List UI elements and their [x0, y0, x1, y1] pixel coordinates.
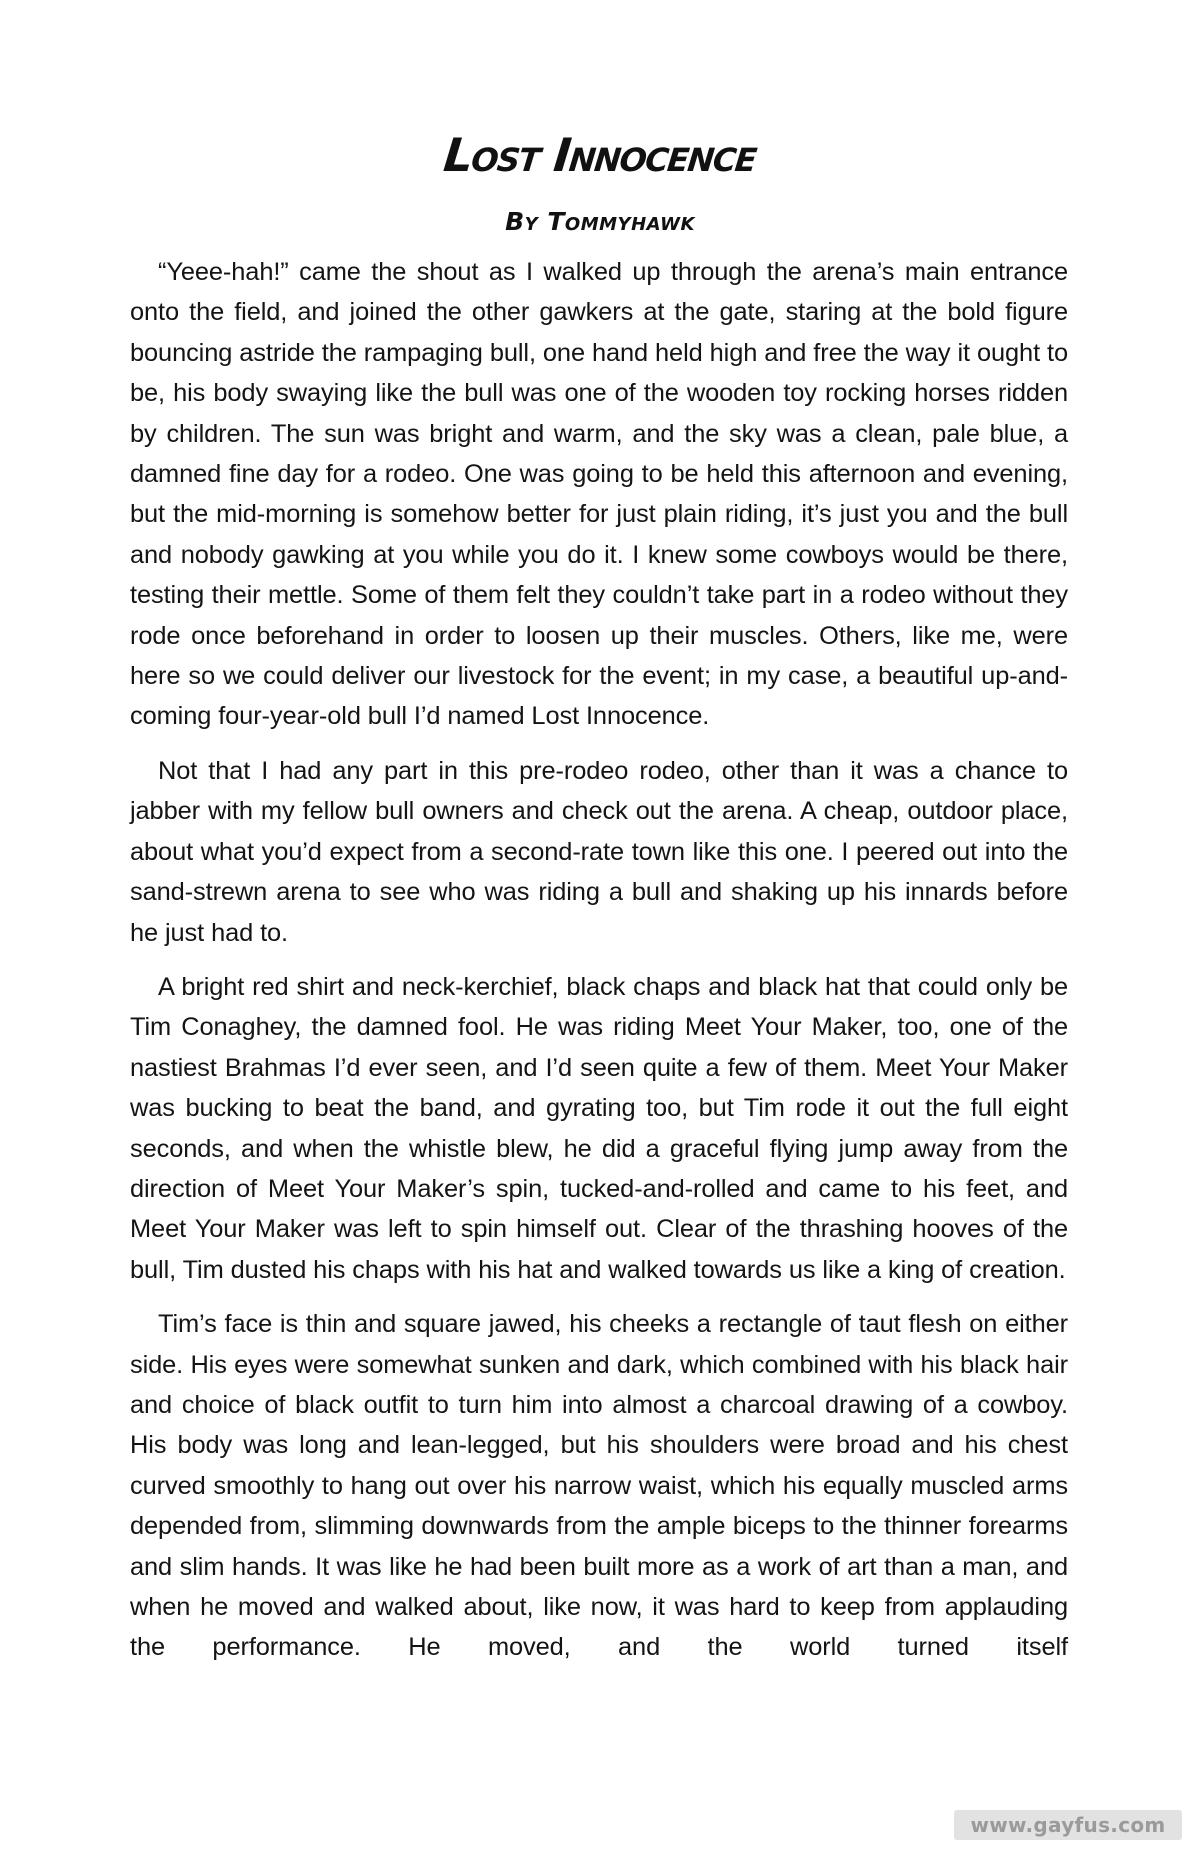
story-body — [130, 252, 1068, 1682]
paragraph-2: Not that I had any part in this pre-rodeo rodeo, other than it was a chance to jabber with my fellow bull owners and check out the arena. A cheap, outdoor place, about what you’d expect from a second-rate town like this one. I peered out into the sand-strewn arena to see who was riding a bull and shaking up his innards before he just had to. — [130, 756, 1068, 947]
site-watermark: www.gayfus.com — [954, 1810, 1182, 1840]
story-title: Lost Innocence — [441, 128, 759, 182]
paragraph-3: A bright red shirt and neck-kerchief, black chaps and black hat that could only be Tim Conaghey, the damned fool. He was riding Meet Your Maker, too, one of the nastiest Brahmas I’d ever seen, and I’d seen quite a few of them. Meet Your Maker was bucking to beat the band, and gyrating too, but Tim rode it out the full eight seconds, and when the whistle blew, he did a graceful flying jump away from the direction of Meet Your Maker’s spin, tucked-and-rolled and came to his feet, and Meet Your Maker was left to spin himself out. Clear of the thrashing hooves of the bull, Tim dusted his chaps with his hat and walked towards us like a king of creation. — [130, 972, 1068, 1284]
paragraph-1: “Yeee-hah!” came the shout as I walked up through the arena’s main entrance onto the field, and joined the other gawkers at the gate, staring at the bold figure bouncing astride the rampaging bull, one hand held high and free the way it ought to be, his body swaying like the bull was one of the wooden toy rocking horses ridden by children. The sun was bright and warm, and the sky was a clean, pale blue, a damned fine day for a rodeo. One was going to be held this afternoon and evening, but the mid-morning is somehow better for just plain riding, it’s just you and the bull and nobody gawking at you while you do it. I knew some cowboys would be there, testing their mettle. Some of them felt they couldn’t take part in a rodeo without they rode once beforehand in order to loosen up their muscles. Others, like me, were here so we could deliver our livestock for the event; in my case, a beautiful up-and-coming four-year-old bull I’d named Lost Innocence. — [130, 258, 1068, 731]
story-byline: By Tommyhawk — [505, 207, 695, 236]
paragraph-4: Tim’s face is thin and square jawed, his cheeks a rectangle of taut flesh on either side. His eyes were somewhat sunken and dark, which combined with his black hair and choice of black outfit to turn him into almost a charcoal drawing of a cowboy. His body was long and lean-legged, but his shoulders were broad and his chest curved smoothly to hang out over his narrow waist, which his equally muscled arms depended from, slimming downwards from the ample biceps to the thinner forearms and slim hands. It was like he had been built more as a work of art than a man, and when he moved and walked about, like now, it was hard to keep from applauding the performance. He moved, and the world turned itself — [130, 1310, 1068, 1662]
